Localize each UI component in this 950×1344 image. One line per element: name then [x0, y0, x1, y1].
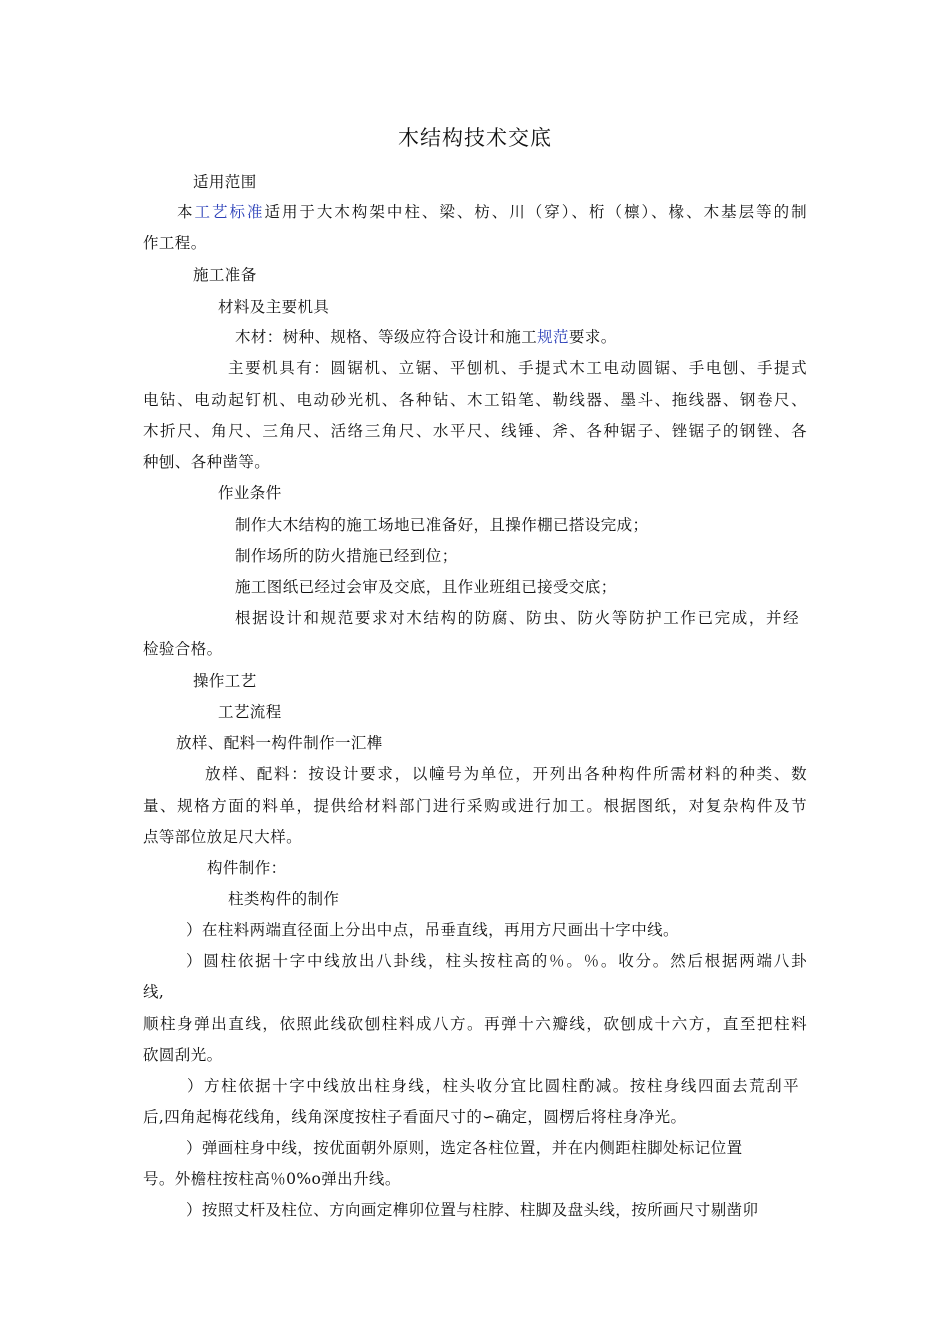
column-step-3-line-1	[143, 1075, 799, 1097]
scope-text-prefix: 本	[177, 203, 195, 221]
column-step-4-line-1: ）弹画柱身中线，按优面朝外原则，选定各柱位置，并在内侧距柱脚处标记位置	[186, 1139, 743, 1157]
tools-line-1	[143, 357, 807, 379]
document-title: 木结构技术交底	[398, 126, 552, 150]
layout-line-3: 点等部位放足尺大样。	[143, 828, 303, 846]
tools-line-2: 电钻、电动起钉机、电动砂光机、各种钻、木工铅笔、勒线器、墨斗、拖线器、钢卷尺、	[143, 391, 807, 409]
subsection-heading-conditions: 作业条件	[218, 484, 282, 502]
process-standard-link[interactable]: 工艺标准	[194, 203, 265, 221]
condition-item-2: 制作场所的防火措施已经到位；	[235, 547, 458, 565]
tools-line-1-text: 主要机具有：圆锯机、立锯、平刨机、手提式木工电动圆锯、手电刨、手提式	[228, 359, 807, 377]
scope-paragraph-line-2: 作工程。	[143, 234, 207, 252]
column-step-3-line-2: 后,四角起梅花线角，线角深度按柱子看面尺寸的∽确定，圆楞后将柱身净光。	[143, 1108, 687, 1126]
column-step-5-line-1: ）按照丈杆及柱位、方向画定榫卯位置与柱脖、柱脚及盘头线，按所画尺寸剔凿卯	[186, 1201, 759, 1219]
process-flow-line: 放样、配料一构件制作一汇榫	[176, 734, 383, 752]
scope-paragraph-line-1	[143, 201, 807, 223]
condition-item-1: 制作大木结构的施工场地已准备好，且操作棚已搭设完成；	[235, 516, 649, 534]
wood-text-prefix: 木材：树种、规格、等级应符合设计和施工	[235, 328, 538, 346]
condition-item-4-line-2: 检验合格。	[143, 640, 223, 658]
wood-text-suffix: 要求。	[568, 328, 617, 346]
section-heading-scope: 适用范围	[193, 173, 257, 191]
tools-line-4: 种刨、各种凿等。	[143, 453, 271, 471]
column-step-2-line-2: 线,	[143, 983, 165, 1001]
column-step-4-line-2: 号。外檐柱按柱高％0%o弹出升线。	[143, 1170, 401, 1188]
subsection-heading-columns: 柱类构件的制作	[228, 890, 340, 908]
column-step-1: ）在柱料两端直径面上分出中点，吊垂直线，再用方尺画出十字中线。	[186, 921, 679, 939]
layout-line-1	[143, 763, 807, 785]
condition-item-3: 施工图纸已经过会审及交底，且作业班组已接受交底；	[235, 578, 617, 596]
column-step-2-line-4: 砍圆刮光。	[143, 1046, 223, 1064]
wood-requirement-line	[235, 326, 617, 348]
column-step-2-line-3: 顺柱身弹出直线，依照此线砍刨柱料成八方。再弹十六瓣线，砍刨成十六方，直至把柱料	[143, 1015, 807, 1033]
column-step-3-text: ）方柱依据十字中线放出柱身线，柱头收分宜比圆柱酌减。按柱身线四面去荒刮平	[187, 1077, 799, 1095]
subsection-heading-materials: 材料及主要机具	[218, 298, 330, 316]
layout-line-2: 量、规格方面的料单，提供给材料部门进行采购或进行加工。根据图纸，对复杂构件及节	[143, 797, 807, 815]
tools-line-3: 木折尺、角尺、三角尺、活络三角尺、水平尺、线锤、斧、各种锯子、锉锯子的钢锉、各	[143, 422, 807, 440]
condition-item-4-line-1	[143, 607, 799, 629]
subsection-heading-flow: 工艺流程	[218, 703, 282, 721]
column-step-2-line-1	[143, 950, 807, 972]
section-heading-process: 操作工艺	[193, 672, 257, 690]
column-step-2-text: ）圆柱依据十字中线放出八卦线，柱头按柱高的％。％。收分。然后根据两端八卦	[186, 952, 807, 970]
scope-text-suffix: 适用于大木构架中柱、梁、枋、川（穿）、桁（檩）、椽、木基层等的制	[264, 203, 807, 221]
specification-link[interactable]: 规范	[537, 328, 569, 346]
section-heading-preparation: 施工准备	[193, 266, 257, 284]
layout-line-1-text: 放样、配料：按设计要求，以幢号为单位，开列出各种构件所需材料的种类、数	[205, 765, 807, 783]
subsection-heading-members: 构件制作：	[207, 859, 287, 877]
condition-item-4-text: 根据设计和规范要求对木结构的防腐、防虫、防火等防护工作已完成，并经	[235, 609, 799, 627]
